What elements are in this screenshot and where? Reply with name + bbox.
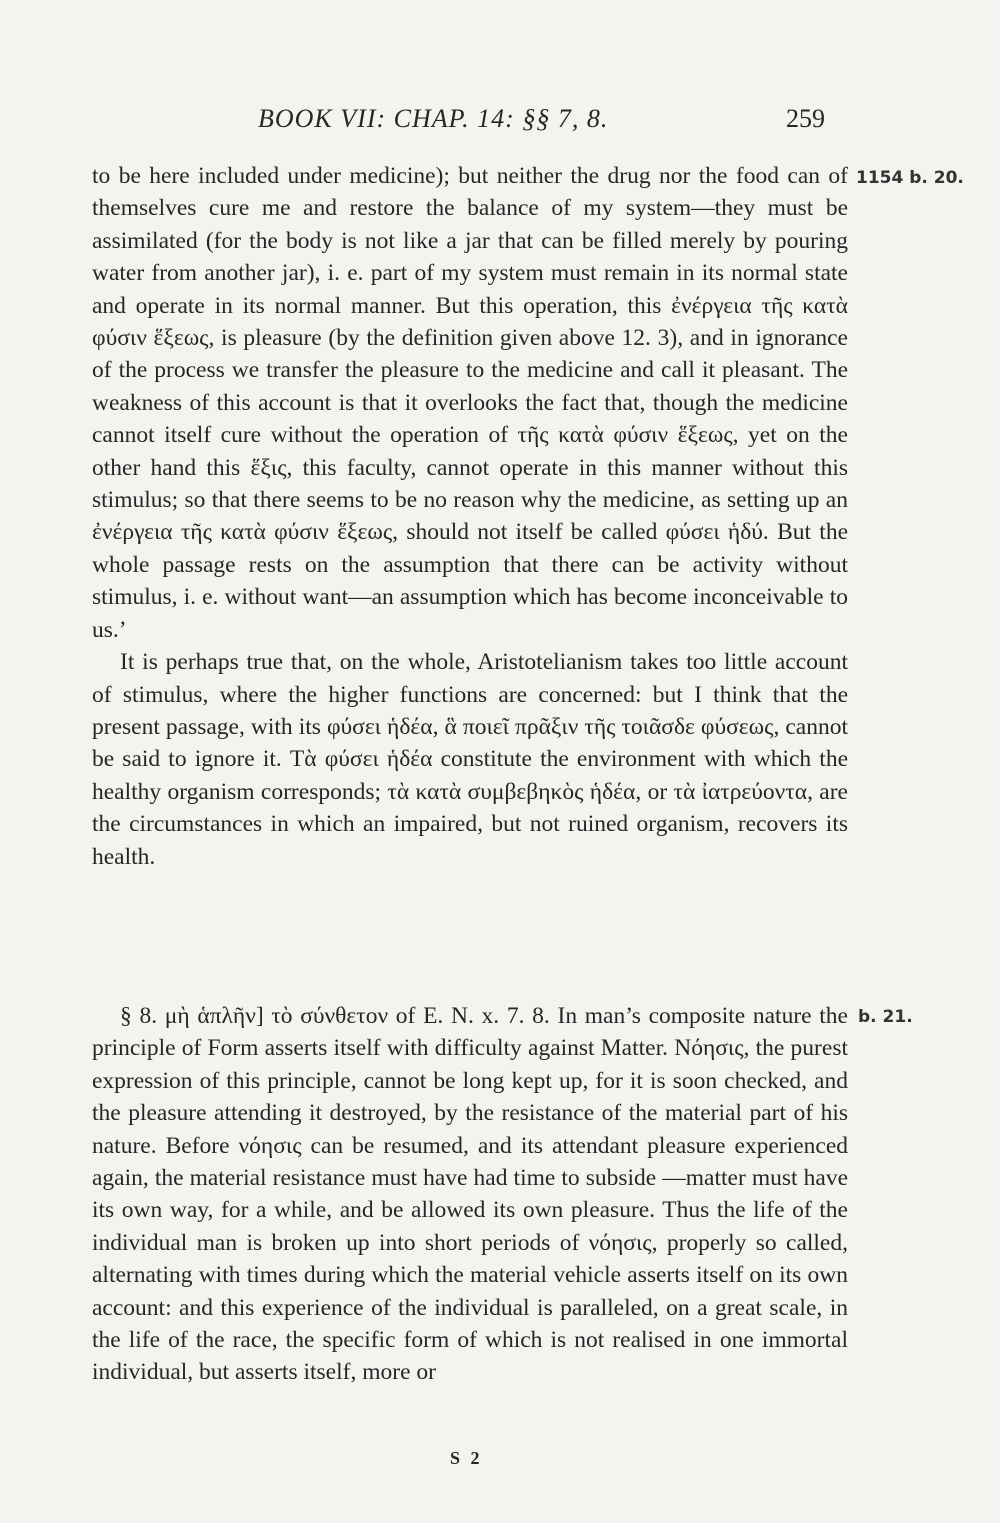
paragraph-aristotelianism: It is perhaps true that, on the whole, Aristotelianism takes too little account of stimulus, where the higher functions are concerned: but I think that the present passage, with its φύσει ἡδέα, ἃ ποιεῖ πρᾶξιν τῆς τοιᾶσδε φύσεως, cannot be said to ignore it. Τὰ φύσει ἡδέα constitute the environment with which the healthy organism corresponds; τὰ κατὰ συμβεβηκὸς ἡδέα, or τὰ ἰατρεύοντα, are the circumstances in which an impaired, but not ruined organism, recovers its health. [92,649,848,870]
margin-reference-1: 1154 b. 20. [856,168,964,188]
margin-reference-2: b. 21. [858,1007,913,1027]
body-text-upper [92,160,848,873]
signature-mark: S 2 [450,1448,483,1468]
body-text-lower [92,1000,848,1389]
running-title: BOOK VII: CHAP. 14: §§ 7, 8. [258,104,609,133]
page-header [0,104,1000,144]
paragraph-continued: to be here included under medicine); but neither the drug nor the food can of themselves cure me and restore the balance of my system—they must be assimilated (for the body is not like a jar that can be filled merely by pouring water from another jar), i. e. part of my system must remain in its normal state and operate in its normal manner. But this operation, this ἐνέργεια τῆς κατὰ φύσιν ἕξεως, is pleasure (by the definition given above 12. 3), and in ignorance of the process we transfer the pleasure to the medicine and call it pleasant. The weakness of this account is that it overlooks the fact that, though the medicine cannot itself cure without the operation of τῆς κατὰ φύσιν ἕξεως, yet on the other hand this ἕξις, this faculty, cannot operate in this manner without this stimulus; so that there seems to be no reason why the medicine, as setting up an ἐνέργεια τῆς κατὰ φύσιν ἕξεως, should not itself be called φύσει ἡδύ. But the whole passage rests on the assumption that there can be activity without stimulus, i. e. without want—an assumption which has become inconceivable to us.’ [92,163,848,643]
paragraph-section-8: § 8. μὴ ἁπλῆν] τὸ σύνθετον of E. N. x. 7. 8. In man’s composite nature the principle of Form asserts itself with difficulty against Matter. Νόησις, the purest expression of this principle, cannot be long kept up, for it is soon checked, and the pleasure attending it destroyed, by the resistance of the material part of his nature. Before νόησις can be resumed, and its attendant pleasure experienced again, the material resistance must have had time to subside —matter must have its own way, for a while, and be allowed its own pleasure. Thus the life of the individual man is broken up into short periods of νόησις, properly so called, alternating with times during which the material vehicle asserts itself on its own account: and this experience of the individual is paralleled, on a great scale, in the life of the race, the specific form of which is not realised in one immortal individual, but asserts itself, more or [92,1003,848,1386]
page-number: 259 [786,104,825,133]
